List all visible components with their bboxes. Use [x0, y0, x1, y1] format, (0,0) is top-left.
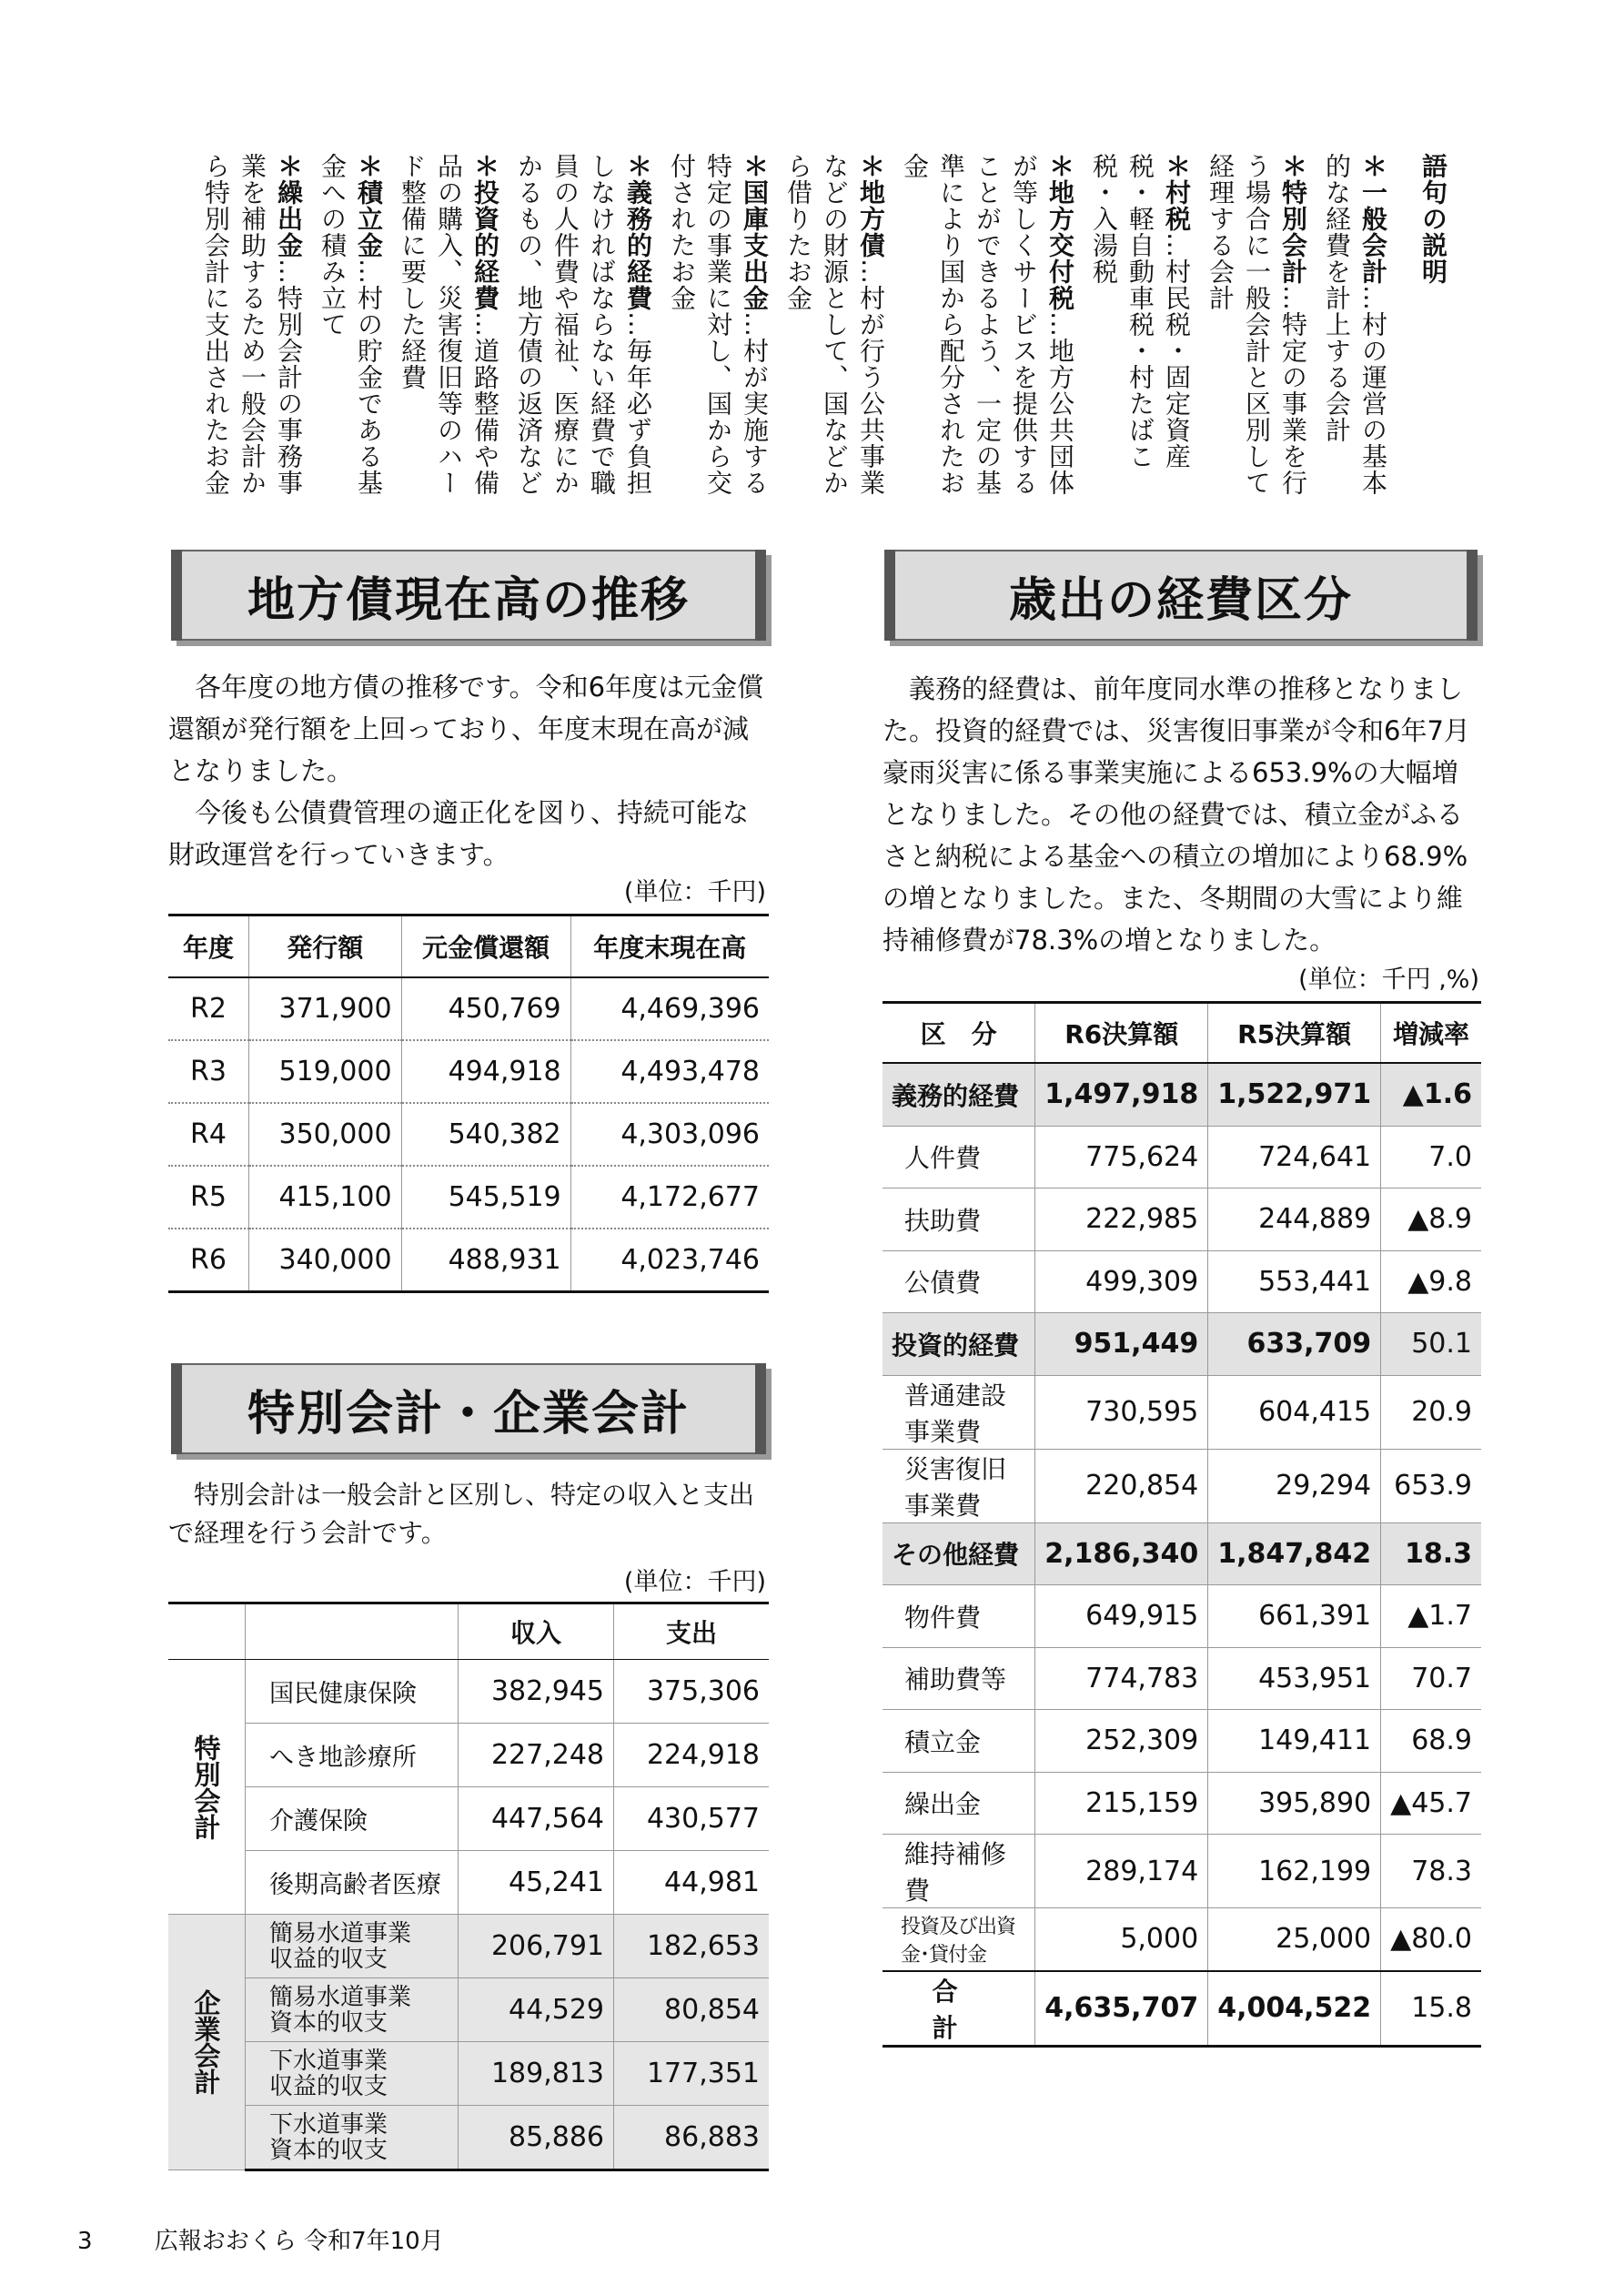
- cell-income: 85,886: [459, 2106, 614, 2170]
- glossary: [177, 153, 1451, 499]
- cell-account-name: 後期高齢者医療: [246, 1851, 459, 1915]
- cell-r6: 951,449: [1035, 1313, 1208, 1376]
- cell-year: R4: [168, 1103, 248, 1166]
- table-row-category: [883, 1313, 1481, 1376]
- cell-r5: 724,641: [1208, 1126, 1381, 1188]
- cell-item-name: 義務的経費: [883, 1063, 1035, 1126]
- cell-expense: 375,306: [614, 1660, 770, 1724]
- cell-repaid: 545,519: [401, 1166, 570, 1229]
- account-name-line1: 下水道事業: [269, 2110, 388, 2139]
- glossary-entry: [1085, 153, 1195, 499]
- cell-income: 227,248: [459, 1724, 614, 1787]
- cell-year: R6: [168, 1229, 248, 1292]
- table-row: [883, 1585, 1481, 1648]
- table-header-row: [168, 1603, 769, 1660]
- page-number: 3: [77, 2228, 93, 2255]
- cell-rate: ▲1.6: [1381, 1063, 1481, 1126]
- table-row: [883, 1710, 1481, 1773]
- issue-date: 令和7年10月: [304, 2228, 444, 2255]
- cell-r6: 499,309: [1035, 1250, 1208, 1313]
- cell-total-label: 合 計: [883, 1971, 1035, 2047]
- cell-rate: 7.0: [1381, 1126, 1481, 1188]
- cell-issued: 415,100: [248, 1166, 401, 1229]
- cell-year: R2: [168, 977, 248, 1040]
- table-row: [883, 1126, 1481, 1188]
- special-paragraph: 特別会計は一般会計と区別し、特定の収入と支出で経理を行う会計です。: [168, 1480, 755, 1548]
- special-title-text: 特別会計・企業会計: [247, 1386, 690, 1441]
- debt-section-title: [171, 550, 766, 641]
- cell-r6: 1,497,918: [1035, 1063, 1208, 1126]
- col-header-blank: [168, 1603, 246, 1660]
- cell-r6: 774,783: [1035, 1647, 1208, 1710]
- table-row: [883, 1188, 1481, 1251]
- table-row-category: [883, 1522, 1481, 1585]
- cell-balance: 4,172,677: [570, 1166, 769, 1229]
- glossary-entry: [1202, 153, 1311, 499]
- glossary-desc: …村が行う公共事業などの財源として、国などから借りたお金: [783, 153, 886, 496]
- cell-balance: 4,469,396: [570, 977, 769, 1040]
- col-header-income: 収入: [459, 1603, 614, 1660]
- col-header-balance: 年度末現在高: [570, 915, 769, 978]
- cell-rate: ▲8.9: [1381, 1188, 1481, 1251]
- account-name-line1: 簡易水道事業: [269, 1919, 412, 1947]
- cell-r5: 395,890: [1208, 1772, 1381, 1835]
- cell-income: 382,945: [459, 1660, 614, 1724]
- cell-balance: 4,303,096: [570, 1103, 769, 1166]
- glossary-desc: …村民税・固定資産税・軽自動車税・村たばこ税・入湯税: [1089, 153, 1192, 470]
- cell-expense: 224,918: [614, 1724, 770, 1787]
- cell-r6: 730,595: [1035, 1375, 1208, 1449]
- glossary-term: ＊村税: [1162, 153, 1192, 232]
- table-row: [883, 1772, 1481, 1835]
- account-name-line1: 簡易水道事業: [269, 1983, 412, 2011]
- table-row: [168, 1978, 769, 2042]
- glossary-desc: …地方公共団体が等しくサービスを提供することができるよう、一定の基準により国から配分されたお金: [900, 153, 1075, 496]
- account-name-line1: 下水道事業: [269, 2047, 388, 2075]
- cell-item-name: 繰出金: [883, 1772, 1035, 1835]
- cell-item-name: その他経費: [883, 1522, 1035, 1585]
- cell-repaid: 494,918: [401, 1040, 570, 1103]
- table-header-row: [168, 915, 769, 978]
- cell-r6: 289,174: [1035, 1835, 1208, 1908]
- col-header-repaid: 元金償還額: [401, 915, 570, 978]
- cell-rate: 20.9: [1381, 1375, 1481, 1449]
- cell-year: R3: [168, 1040, 248, 1103]
- cell-item-name: 投資的経費: [883, 1313, 1035, 1376]
- cell-item-name: 積立金: [883, 1710, 1035, 1773]
- cell-item-name: 災害復旧事業費: [883, 1449, 1035, 1522]
- cell-r5: 244,889: [1208, 1188, 1381, 1251]
- cell-r5: 162,199: [1208, 1835, 1381, 1908]
- title-bar-left: [171, 550, 182, 641]
- table-row: [168, 1040, 769, 1103]
- col-header-name: [246, 1603, 459, 1660]
- expense-paragraph: 義務的経費は、前年度同水準の推移となりました。投資的経費では、災害復旧事業が令和6年7月豪雨災害に係る事業実施による653.9%の大幅増となりました。その他の経費では、積立金がふるさと納税による基金への積立の増加により68.9%の増となりました。また、冬期間の大雪により維持補修費が78.3%の増となりました。: [883, 673, 1470, 956]
- glossary-desc: …道路整備や備品の購入、災害復旧等のハード整備に要した経費: [398, 153, 500, 496]
- glossary-entry: [896, 153, 1078, 499]
- glossary-term: ＊義務的経費: [623, 153, 653, 311]
- glossary-term: ＊国庫支出金: [740, 153, 770, 311]
- table-row: [883, 1908, 1481, 1971]
- cell-r5: 25,000: [1208, 1908, 1381, 1971]
- col-header-rate: 増減率: [1381, 1003, 1481, 1064]
- cell-issued: 371,900: [248, 977, 401, 1040]
- cell-income: 206,791: [459, 1915, 614, 1978]
- page-footer: [77, 2222, 444, 2256]
- cell-r6: 252,309: [1035, 1710, 1208, 1773]
- cell-r6: 775,624: [1035, 1126, 1208, 1188]
- table-row: [168, 1915, 769, 1978]
- cell-item-name: 公債費: [883, 1250, 1035, 1313]
- cell-r5: 29,294: [1208, 1449, 1381, 1522]
- cell-income: 45,241: [459, 1851, 614, 1915]
- col-header-r5: R5決算額: [1208, 1003, 1381, 1064]
- table-row: [168, 1166, 769, 1229]
- glossary-term: ＊地方債: [856, 153, 886, 258]
- cell-year: R5: [168, 1166, 248, 1229]
- table-row: [168, 1660, 769, 1724]
- cell-item-name: 投資及び出資金･貸付金: [883, 1908, 1035, 1971]
- glossary-term: ＊投資的経費: [470, 153, 500, 311]
- glossary-term: ＊特別会計: [1278, 153, 1308, 285]
- special-table: [168, 1602, 769, 2171]
- cell-account-name: [246, 2106, 459, 2170]
- title-bar-left: [884, 550, 895, 641]
- cell-rate: 68.9: [1381, 1710, 1481, 1773]
- cell-rate: ▲80.0: [1381, 1908, 1481, 1971]
- cell-r5: 633,709: [1208, 1313, 1381, 1376]
- cell-rate: 15.8: [1381, 1971, 1481, 2047]
- cell-expense: 182,653: [614, 1915, 770, 1978]
- title-bar-right: [1467, 550, 1478, 641]
- cell-item-name: 維持補修費: [883, 1835, 1035, 1908]
- cell-r6: 220,854: [1035, 1449, 1208, 1522]
- table-row: [168, 1851, 769, 1915]
- cell-r6: 215,159: [1035, 1772, 1208, 1835]
- col-header-category: 区 分: [883, 1003, 1035, 1064]
- cell-expense: 86,883: [614, 2106, 770, 2170]
- group-label-enterprise: 企業会計: [168, 1915, 246, 2170]
- cell-r5: 604,415: [1208, 1375, 1381, 1449]
- cell-account-name: 国民健康保険: [246, 1660, 459, 1724]
- cell-income: 44,529: [459, 1978, 614, 2042]
- cell-rate: ▲1.7: [1381, 1585, 1481, 1648]
- glossary-entry: [394, 153, 503, 499]
- glossary-term: ＊積立金: [354, 153, 384, 258]
- glossary-desc: …特別会計の事務事業を補助するため一般会計から特別会計に支出されたお金: [201, 153, 304, 496]
- table-row: [883, 1647, 1481, 1710]
- cell-account-name: へき地診療所: [246, 1724, 459, 1787]
- cell-r6: 222,985: [1035, 1188, 1208, 1251]
- expense-title-text: 歳出の経費区分: [1008, 572, 1353, 628]
- account-name-line2: 収益的収支: [269, 2072, 388, 2100]
- publication-name: 広報おおくら: [154, 2228, 297, 2255]
- table-row: [883, 1835, 1481, 1908]
- glossary-title: 語句の説明: [1418, 153, 1448, 285]
- col-header-issued: 発行額: [248, 915, 401, 978]
- cell-r5: 149,411: [1208, 1710, 1381, 1773]
- glossary-desc: …特定の事業を行う場合に一般会計と区別して経理する会計: [1205, 153, 1308, 496]
- debt-title-text: 地方債現在高の推移: [247, 572, 690, 628]
- glossary-entry: [510, 153, 656, 499]
- cell-r6: 649,915: [1035, 1585, 1208, 1648]
- glossary-entry: [197, 153, 307, 499]
- cell-income: 189,813: [459, 2042, 614, 2106]
- table-row: [883, 1250, 1481, 1313]
- cell-rate: 78.3: [1381, 1835, 1481, 1908]
- cell-rate: 653.9: [1381, 1449, 1481, 1522]
- cell-r5: 1,522,971: [1208, 1063, 1381, 1126]
- table-row: [168, 1724, 769, 1787]
- cell-r6: 2,186,340: [1035, 1522, 1208, 1585]
- table-row: [168, 1103, 769, 1166]
- glossary-entry: [780, 153, 889, 499]
- cell-r5: 1,847,842: [1208, 1522, 1381, 1585]
- cell-r5: 661,391: [1208, 1585, 1381, 1648]
- cell-item-name: 補助費等: [883, 1647, 1035, 1710]
- cell-repaid: 488,931: [401, 1229, 570, 1292]
- cell-rate: ▲45.7: [1381, 1772, 1481, 1835]
- table-row: [883, 1449, 1481, 1522]
- cell-account-name: 介護保険: [246, 1787, 459, 1851]
- special-unit: (単位：千円): [623, 1568, 766, 1596]
- cell-r5: 553,441: [1208, 1250, 1381, 1313]
- account-name-line2: 資本的収支: [269, 2008, 388, 2037]
- debt-paragraph-1: 各年度の地方債の推移です。令和6年度は元金償還額が発行額を上回っており、年度末現在高が減となりました。: [168, 672, 764, 786]
- cell-r6: 5,000: [1035, 1908, 1208, 1971]
- table-row: [168, 977, 769, 1040]
- cell-item-name: 扶助費: [883, 1188, 1035, 1251]
- table-row: [883, 1375, 1481, 1449]
- table-row: [168, 2106, 769, 2170]
- cell-expense: 177,351: [614, 2042, 770, 2106]
- cell-expense: 44,981: [614, 1851, 770, 1915]
- glossary-term: ＊地方交付税: [1045, 153, 1075, 311]
- title-bar-left: [171, 1363, 182, 1454]
- cell-repaid: 540,382: [401, 1103, 570, 1166]
- debt-unit: (単位：千円): [623, 878, 766, 906]
- col-header-r6: R6決算額: [1035, 1003, 1208, 1064]
- cell-rate: ▲9.8: [1381, 1250, 1481, 1313]
- cell-account-name: [246, 2042, 459, 2106]
- glossary-term: ＊一般会計: [1358, 153, 1388, 285]
- group-label-special: 特別会計: [168, 1660, 246, 1915]
- glossary-desc: …村の貯金である基金への積み立て: [318, 153, 384, 496]
- cell-balance: 4,023,746: [570, 1229, 769, 1292]
- table-row: [168, 1787, 769, 1851]
- account-name-line2: 資本的収支: [269, 2136, 388, 2164]
- special-section-title: [171, 1363, 766, 1454]
- table-row-category: [883, 1063, 1481, 1126]
- glossary-term: ＊繰出金: [274, 153, 304, 258]
- cell-rate: 50.1: [1381, 1313, 1481, 1376]
- glossary-entry: [1318, 153, 1391, 499]
- col-header-expense: 支出: [614, 1603, 770, 1660]
- debt-paragraph-2: 今後も公債費管理の適正化を図り、持続可能な財政運営を行っていきます。: [168, 797, 750, 870]
- expense-table: [883, 1001, 1481, 2048]
- cell-r5: 4,004,522: [1208, 1971, 1381, 2047]
- cell-r6: 4,635,707: [1035, 1971, 1208, 2047]
- glossary-entry: [314, 153, 387, 499]
- cell-account-name: [246, 1978, 459, 2042]
- cell-item-name: 人件費: [883, 1126, 1035, 1188]
- cell-expense: 430,577: [614, 1787, 770, 1851]
- table-header-row: [883, 1003, 1481, 1064]
- cell-income: 447,564: [459, 1787, 614, 1851]
- cell-expense: 80,854: [614, 1978, 770, 2042]
- cell-item-name: 普通建設事業費: [883, 1375, 1035, 1449]
- table-row-total: [883, 1971, 1481, 2047]
- col-header-year: 年度: [168, 915, 248, 978]
- account-name-line2: 収益的収支: [269, 1945, 388, 1973]
- expense-unit: (単位：千円 ,%): [1298, 966, 1479, 994]
- cell-rate: 18.3: [1381, 1522, 1481, 1585]
- cell-r5: 453,951: [1208, 1647, 1381, 1710]
- glossary-desc: …村の運営の基本的な経費を計上する会計: [1322, 153, 1388, 496]
- cell-item-name: 物件費: [883, 1585, 1035, 1648]
- cell-rate: 70.7: [1381, 1647, 1481, 1710]
- title-bar-right: [755, 550, 766, 641]
- cell-account-name: [246, 1915, 459, 1978]
- glossary-entry: [663, 153, 772, 499]
- debt-table: [168, 914, 769, 1293]
- cell-issued: 519,000: [248, 1040, 401, 1103]
- title-bar-right: [755, 1363, 766, 1454]
- table-row: [168, 2042, 769, 2106]
- glossary-desc: …村が実施する特定の事業に対し、国から交付されたお金: [667, 153, 770, 496]
- table-row: [168, 1229, 769, 1292]
- cell-issued: 350,000: [248, 1103, 401, 1166]
- cell-issued: 340,000: [248, 1229, 401, 1292]
- glossary-desc: …毎年必ず負担しなければならない経費で職員の人件費や福祉、医療にかかるもの、地方債の返済など: [514, 153, 653, 496]
- expense-section-title: [884, 550, 1478, 641]
- cell-repaid: 450,769: [401, 977, 570, 1040]
- cell-balance: 4,493,478: [570, 1040, 769, 1103]
